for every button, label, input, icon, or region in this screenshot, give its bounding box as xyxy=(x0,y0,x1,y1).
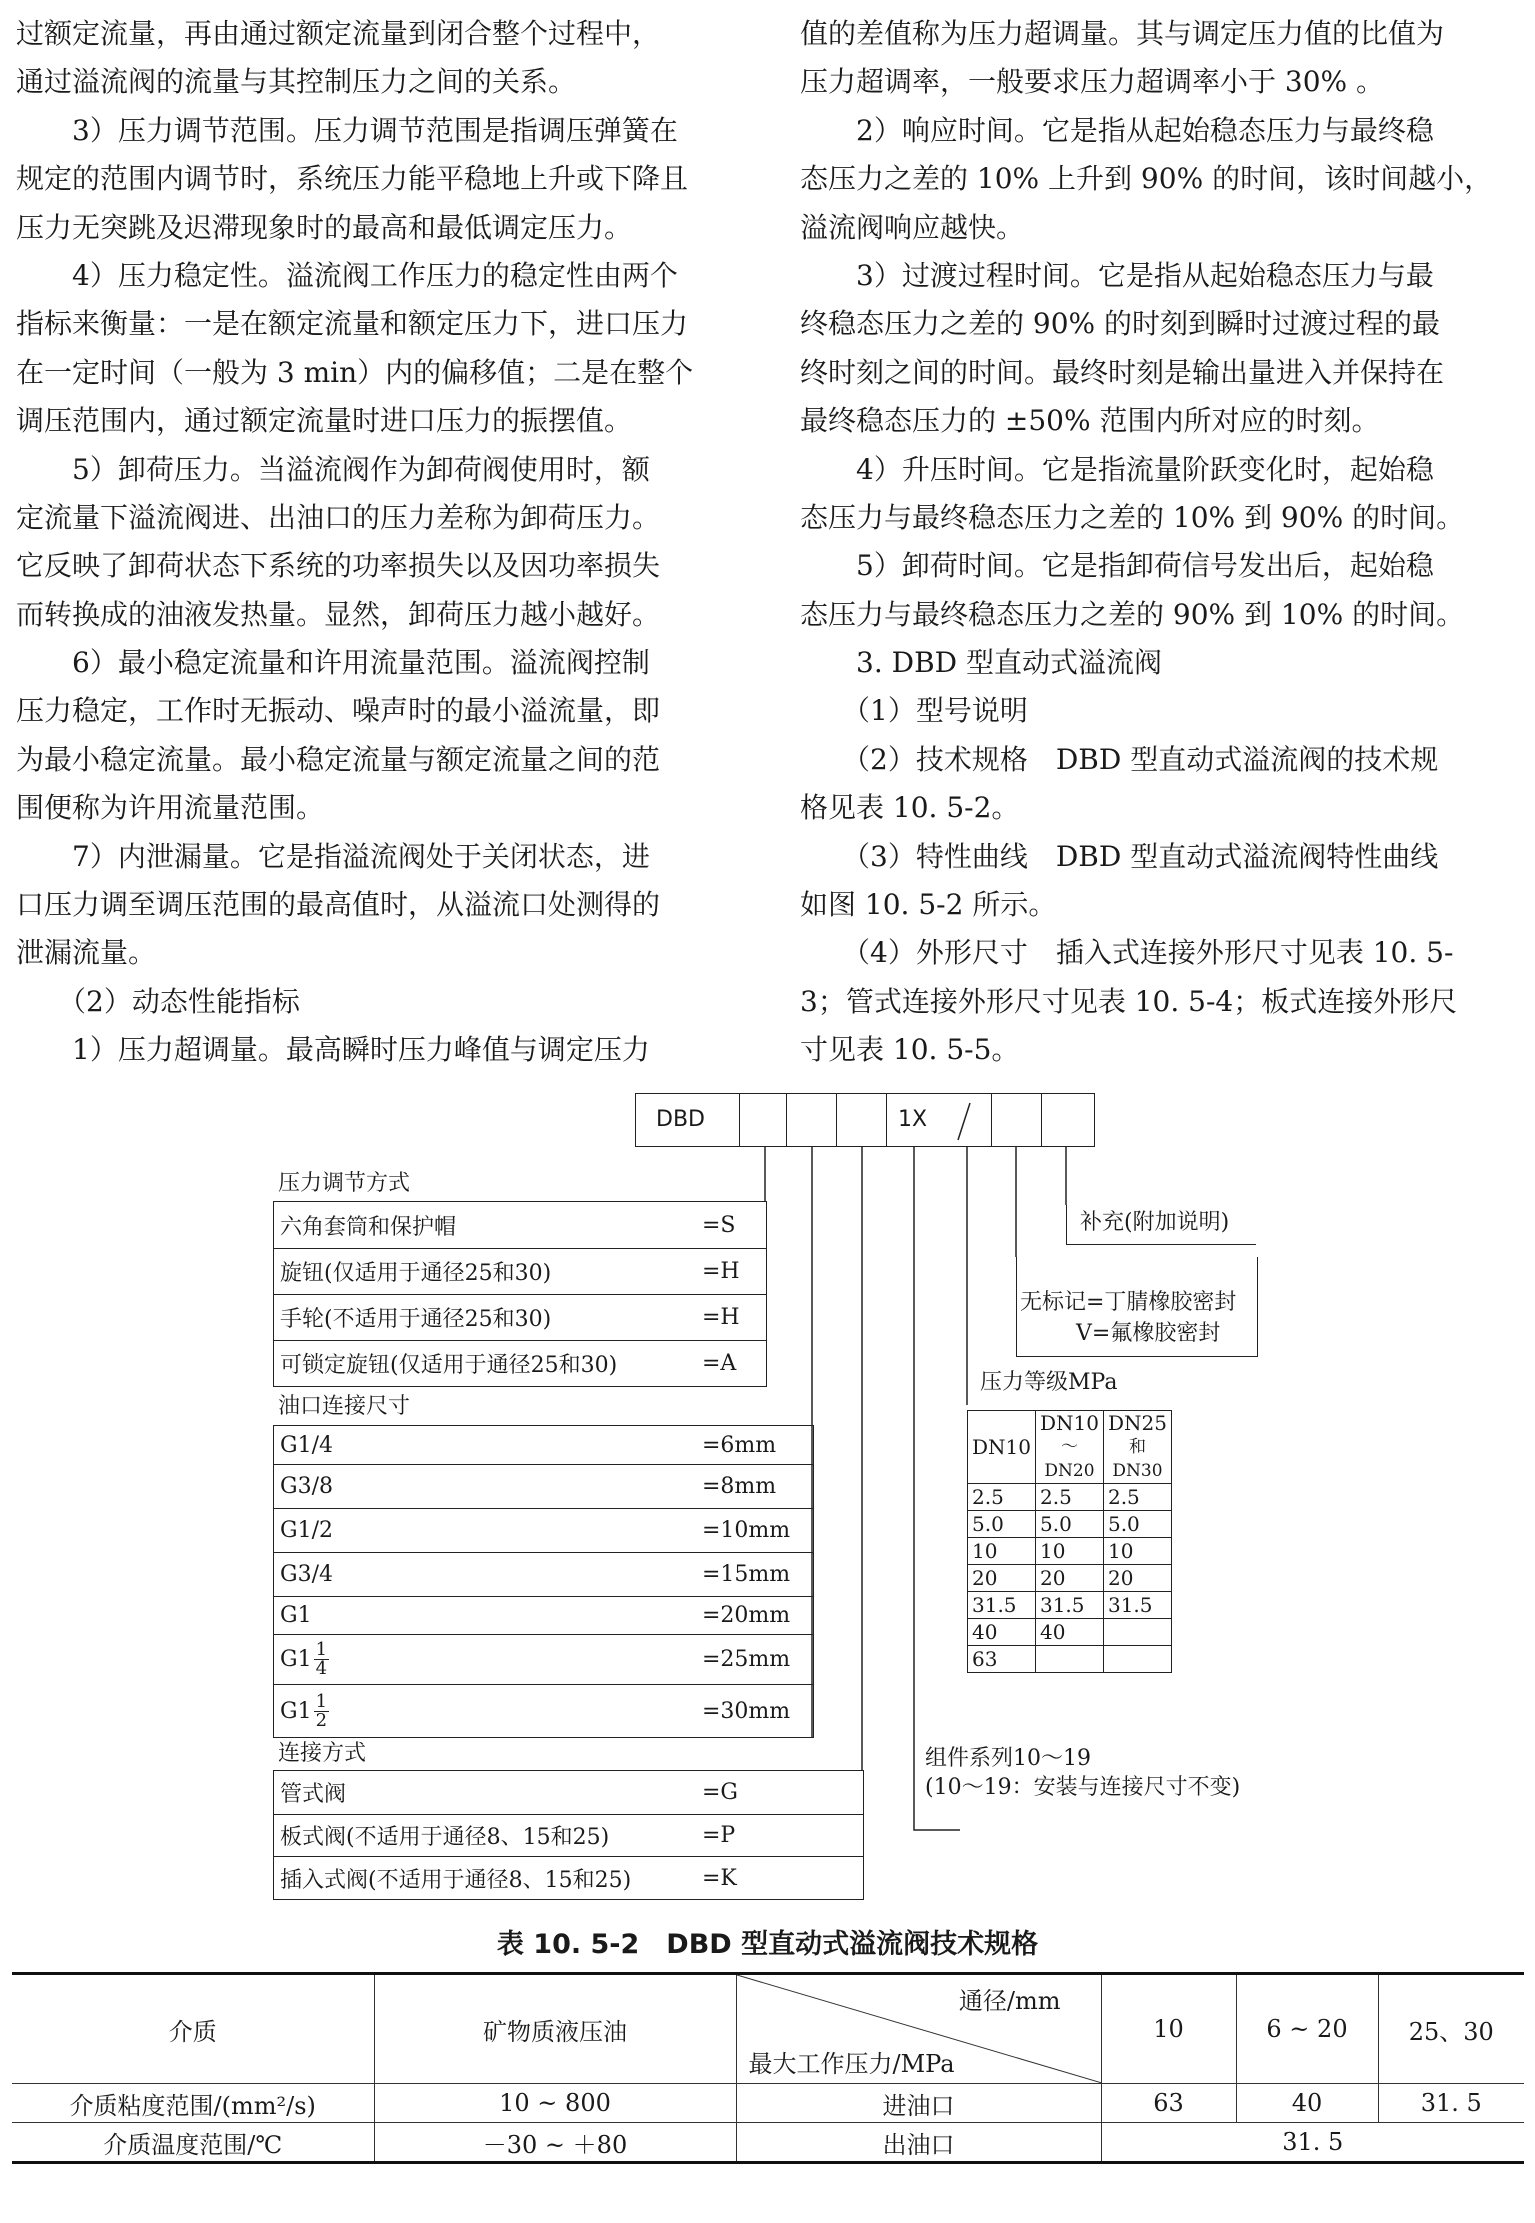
option-label-text: G1 xyxy=(280,1698,312,1724)
text-line: 格见表 10. 5-2。 xyxy=(800,791,1020,825)
option-label-text: 板式阀(不适用于通径8、15和25) xyxy=(280,1824,610,1850)
diag-bottom-label: 最大工作压力/MPa xyxy=(748,2050,955,2078)
text-line: 态压力与最终稳态压力之差的 90% 到 10% 的时间。 xyxy=(800,597,1465,631)
text-line: 态压力与最终稳态压力之差的 10% 到 90% 的时间。 xyxy=(800,500,1465,534)
pressure-table-cell xyxy=(1035,1646,1103,1673)
option-label-text: G1 xyxy=(280,1647,312,1672)
text-line: 溢流阀响应越快。 xyxy=(800,210,1025,244)
pressure-table-cell: 2.5 xyxy=(1103,1484,1171,1511)
fraction xyxy=(314,1641,329,1678)
pressure-table-row xyxy=(968,1592,1172,1619)
option-value: =H xyxy=(702,1259,740,1284)
option-row xyxy=(274,1634,813,1684)
text-line: （1）型号说明 xyxy=(800,694,1028,728)
pressure-grade-title: 压力等级MPa xyxy=(980,1370,1118,1395)
pressure-table-header-part: DN25 xyxy=(1107,1411,1167,1435)
option-row xyxy=(274,1508,813,1552)
option-row xyxy=(274,1202,766,1248)
option-row xyxy=(274,1814,863,1857)
option-row xyxy=(274,1596,813,1634)
option-label xyxy=(280,1597,312,1634)
text-line: 围便称为许用流量范围。 xyxy=(16,791,325,825)
option-label xyxy=(280,1857,631,1899)
option-label xyxy=(280,1553,333,1596)
outlet-value: 31. 5 xyxy=(1101,2123,1524,2163)
option-label-text: G1 xyxy=(280,1603,312,1628)
pressure-table-header xyxy=(1103,1411,1171,1484)
pressure-table-row xyxy=(968,1646,1172,1673)
option-value: =15mm xyxy=(702,1562,791,1587)
pressure-table-cell: 40 xyxy=(1035,1619,1103,1646)
text-line: 3. DBD 型直动式溢流阀 xyxy=(800,646,1162,680)
seal-line-1: 无标记=丁腈橡胶密封 xyxy=(1020,1290,1237,1315)
pressure-table-row xyxy=(968,1565,1172,1592)
inlet-value-6-20: 40 xyxy=(1236,2084,1378,2123)
fraction-denominator: 4 xyxy=(315,1658,328,1679)
option-value: =K xyxy=(702,1865,737,1891)
pressure-table-cell: 10 xyxy=(1035,1538,1103,1565)
text-line: 5）卸荷时间。它是指卸荷信号发出后，起始稳 xyxy=(800,549,1434,583)
option-label xyxy=(280,1426,333,1464)
fraction-numerator: 1 xyxy=(315,1690,328,1712)
pressure-table-row xyxy=(968,1511,1172,1538)
text-line: （2）技术规格 DBD 型直动式溢流阀的技术规 xyxy=(800,742,1439,776)
pressure-table-cell: 31.5 xyxy=(1103,1592,1171,1619)
pressure-table-header-row xyxy=(968,1411,1172,1484)
text-line: 调压范围内，通过额定流量时进口压力的振摆值。 xyxy=(16,404,633,438)
option-row xyxy=(274,1294,766,1340)
viscosity-label: 介质粘度范围/(mm²/s) xyxy=(12,2084,374,2123)
fraction-denominator: 2 xyxy=(315,1709,328,1731)
option-label-text: 手轮(不适用于通径25和30) xyxy=(280,1307,552,1332)
table-caption: 表 10. 5-2 DBD 型直动式溢流阀技术规格 xyxy=(496,1929,1039,1960)
pressure-table-header xyxy=(1035,1411,1103,1484)
text-line: 最终稳态压力的 ±50% 范围内所对应的时刻。 xyxy=(800,404,1380,438)
text-line: 压力稳定，工作时无振动、噪声时的最小溢流量，即 xyxy=(16,694,661,728)
pressure-table-cell: 31.5 xyxy=(1035,1592,1103,1619)
inlet-value-25-30: 31. 5 xyxy=(1378,2084,1524,2123)
text-line: 终时刻之间的时间。最终时刻是输出量进入并保持在 xyxy=(800,355,1445,389)
pressure-table-header-part: ～DN20 xyxy=(1044,1437,1095,1481)
pressure-grade-table xyxy=(967,1410,1172,1673)
option-label xyxy=(280,1771,346,1814)
viscosity-value: 10 ~ 800 xyxy=(374,2084,736,2123)
option-value: =8mm xyxy=(702,1474,777,1499)
pressure-table-header-part: DN10 xyxy=(972,1435,1031,1459)
option-label xyxy=(280,1635,329,1684)
text-line: 态压力之差的 10% 上升到 90% 的时间，该时间越小， xyxy=(800,162,1493,196)
size-10: 10 xyxy=(1101,1974,1236,2084)
text-line: 6）最小稳定流量和许用流量范围。溢流阀控制 xyxy=(16,646,650,680)
text-line: （3）特性曲线 DBD 型直动式溢流阀特性曲线 xyxy=(800,839,1439,873)
medium-label: 介质 xyxy=(12,1974,374,2084)
text-line: 3）过渡过程时间。它是指从起始稳态压力与最 xyxy=(800,258,1434,292)
option-label-text: 旋钮(仅适用于通径25和30) xyxy=(280,1261,552,1286)
option-row xyxy=(274,1464,813,1508)
text-line: 它反映了卸荷状态下系统的功率损失以及因功率损失 xyxy=(16,549,661,583)
text-line: 过额定流量，再由通过额定流量到闭合整个过程中， xyxy=(16,17,661,50)
series-line-2: (10～19：安装与连接尺寸不变) xyxy=(925,1775,1241,1800)
diagonal-header-cell xyxy=(736,1974,1101,2084)
option-row xyxy=(274,1771,863,1814)
pressure-table-cell: 40 xyxy=(968,1619,1036,1646)
text-line: 3）压力调节范围。压力调节范围是指调压弹簧在 xyxy=(16,113,678,147)
size-25-30: 25、30 xyxy=(1378,1974,1524,2084)
option-label xyxy=(280,1295,551,1340)
option-label-text: G1/4 xyxy=(280,1432,333,1458)
text-line: 寸见表 10. 5-5。 xyxy=(800,1033,1020,1067)
option-label xyxy=(280,1249,551,1294)
pressure-table-cell: 10 xyxy=(1103,1538,1171,1565)
code-series: 1X xyxy=(898,1107,928,1132)
pressure-table-cell: 63 xyxy=(968,1646,1036,1673)
fraction-numerator: 1 xyxy=(315,1639,328,1660)
code-prefix: DBD xyxy=(656,1107,705,1132)
text-line: 4）升压时间。它是指流量阶跃变化时，起始稳 xyxy=(800,452,1434,486)
option-label-text: G3/8 xyxy=(280,1474,333,1499)
option-value: =A xyxy=(702,1351,737,1376)
size-6-20: 6 ~ 20 xyxy=(1236,1974,1378,2084)
pressure-table-cell: 2.5 xyxy=(1035,1484,1103,1511)
medium-value: 矿物质液压油 xyxy=(374,1974,736,2084)
option-row xyxy=(274,1426,813,1464)
option-row xyxy=(274,1684,813,1737)
pressure-table-cell: 31.5 xyxy=(968,1592,1036,1619)
option-row xyxy=(274,1340,766,1386)
connection-title: 连接方式 xyxy=(278,1741,367,1766)
text-line: 泄漏流量。 xyxy=(16,936,157,970)
pressure-table-header-part: 和DN30 xyxy=(1112,1437,1163,1481)
text-line: 压力无突跳及迟滞现象时的最高和最低调定压力。 xyxy=(16,210,633,244)
temperature-label: 介质温度范围/℃ xyxy=(12,2123,374,2163)
inlet-label: 进油口 xyxy=(736,2084,1101,2123)
pressure-table-cell xyxy=(1103,1646,1171,1673)
inlet-value-10: 63 xyxy=(1101,2084,1236,2123)
text-line: 口压力调至调压范围的最高值时，从溢流口处测得的 xyxy=(16,888,661,922)
pressure-table-row xyxy=(968,1538,1172,1565)
text-line: 5）卸荷压力。当溢流阀作为卸荷阀使用时，额 xyxy=(16,452,650,486)
option-label-text: 六角套筒和保护帽 xyxy=(280,1214,457,1240)
text-line: 3；管式连接外形尺寸见表 10. 5-4；板式连接外形尺 xyxy=(800,984,1458,1018)
fraction xyxy=(314,1690,329,1731)
option-label xyxy=(280,1685,329,1737)
pressure-table-cell: 10 xyxy=(968,1538,1036,1565)
outlet-label: 出油口 xyxy=(736,2123,1101,2163)
pressure-table-header-part: DN10 xyxy=(1039,1411,1099,1435)
option-label xyxy=(280,1815,609,1857)
connection-options xyxy=(273,1770,864,1900)
temperature-value: －30 ~ ＋80 xyxy=(374,2123,736,2163)
option-value: =6mm xyxy=(702,1432,777,1458)
pressure-table-cell xyxy=(1103,1619,1171,1646)
text-line: 定流量下溢流阀进、出油口的压力差称为卸荷压力。 xyxy=(16,500,661,534)
text-line: 4）压力稳定性。溢流阀工作压力的稳定性由两个 xyxy=(16,258,678,292)
option-label-text: G3/4 xyxy=(280,1562,333,1587)
text-line: 通过溢流阀的流量与其控制压力之间的关系。 xyxy=(16,65,577,99)
option-label-text: 可锁定旋钮(仅适用于通径25和30) xyxy=(280,1353,618,1378)
option-value: =S xyxy=(702,1212,736,1238)
option-label xyxy=(280,1202,456,1248)
pressure-adjust-options xyxy=(273,1201,767,1387)
option-value: =H xyxy=(702,1305,740,1330)
pressure-table-cell: 5.0 xyxy=(1035,1511,1103,1538)
option-label xyxy=(280,1341,617,1386)
pressure-table-cell: 20 xyxy=(968,1565,1036,1592)
text-line: 压力超调率，一般要求压力超调率小于 30% 。 xyxy=(800,65,1385,99)
pressure-table-cell: 20 xyxy=(1103,1565,1171,1592)
option-row xyxy=(274,1552,813,1596)
text-line: 终稳态压力之差的 90% 的时刻到瞬时过渡过程的最 xyxy=(800,307,1441,341)
diag-top-label: 通径/mm xyxy=(958,1987,1061,2015)
text-line: 1）压力超调量。最高瞬时压力峰值与调定压力 xyxy=(16,1033,650,1067)
pressure-table-cell: 2.5 xyxy=(968,1484,1036,1511)
pressure-table-cell: 5.0 xyxy=(968,1511,1036,1538)
option-value: =P xyxy=(702,1822,736,1848)
text-line: 规定的范围内调节时，系统压力能平稳地上升或下降且 xyxy=(16,162,689,196)
supplement-label: 补充(附加说明) xyxy=(1080,1210,1230,1235)
option-row xyxy=(274,1248,766,1294)
text-line: 如图 10. 5-2 所示。 xyxy=(800,888,1057,922)
text-line: 而转换成的油液发热量。显然，卸荷压力越小越好。 xyxy=(16,597,661,631)
option-label-text: G1/2 xyxy=(280,1518,333,1543)
option-value: =30mm xyxy=(702,1698,791,1724)
option-label-text: 管式阀 xyxy=(280,1781,347,1807)
pressure-adjust-title: 压力调节方式 xyxy=(278,1171,411,1196)
option-value: =G xyxy=(702,1779,739,1805)
port-size-options xyxy=(273,1425,814,1738)
option-value: =20mm xyxy=(702,1603,791,1628)
text-line: 在一定时间（一般为 3 min）内的偏移值；二是在整个 xyxy=(16,355,694,389)
option-label-text: 插入式阀(不适用于通径8、15和25) xyxy=(280,1867,632,1893)
text-line: （2）动态性能指标 xyxy=(16,984,300,1018)
pressure-table-cell: 5.0 xyxy=(1103,1511,1171,1538)
series-line-1: 组件系列10～19 xyxy=(925,1746,1091,1771)
option-label xyxy=(280,1509,333,1552)
pressure-table-row xyxy=(968,1484,1172,1511)
text-line: 值的差值称为压力超调量。其与调定压力值的比值为 xyxy=(800,17,1445,50)
seal-line-2: V=氟橡胶密封 xyxy=(1076,1321,1221,1346)
text-line: 7）内泄漏量。它是指溢流阀处于关闭状态，进 xyxy=(16,839,650,873)
text-line: 为最小稳定流量。最小稳定流量与额定流量之间的范 xyxy=(16,742,661,776)
option-label xyxy=(280,1465,333,1508)
text-line: 2）响应时间。它是指从起始稳态压力与最终稳 xyxy=(800,113,1434,147)
text-line: （4）外形尺寸 插入式连接外形尺寸见表 10. 5- xyxy=(800,936,1454,970)
pressure-table-cell: 20 xyxy=(1035,1565,1103,1592)
pressure-table-row xyxy=(968,1619,1172,1646)
option-value: =25mm xyxy=(702,1647,791,1672)
option-row xyxy=(274,1856,863,1899)
spec-table xyxy=(12,1972,1524,2164)
text-line: 指标来衡量：一是在额定流量和额定压力下，进口压力 xyxy=(16,307,689,341)
pressure-table-header xyxy=(968,1411,1036,1484)
option-value: =10mm xyxy=(702,1518,791,1543)
port-size-title: 油口连接尺寸 xyxy=(278,1394,411,1419)
